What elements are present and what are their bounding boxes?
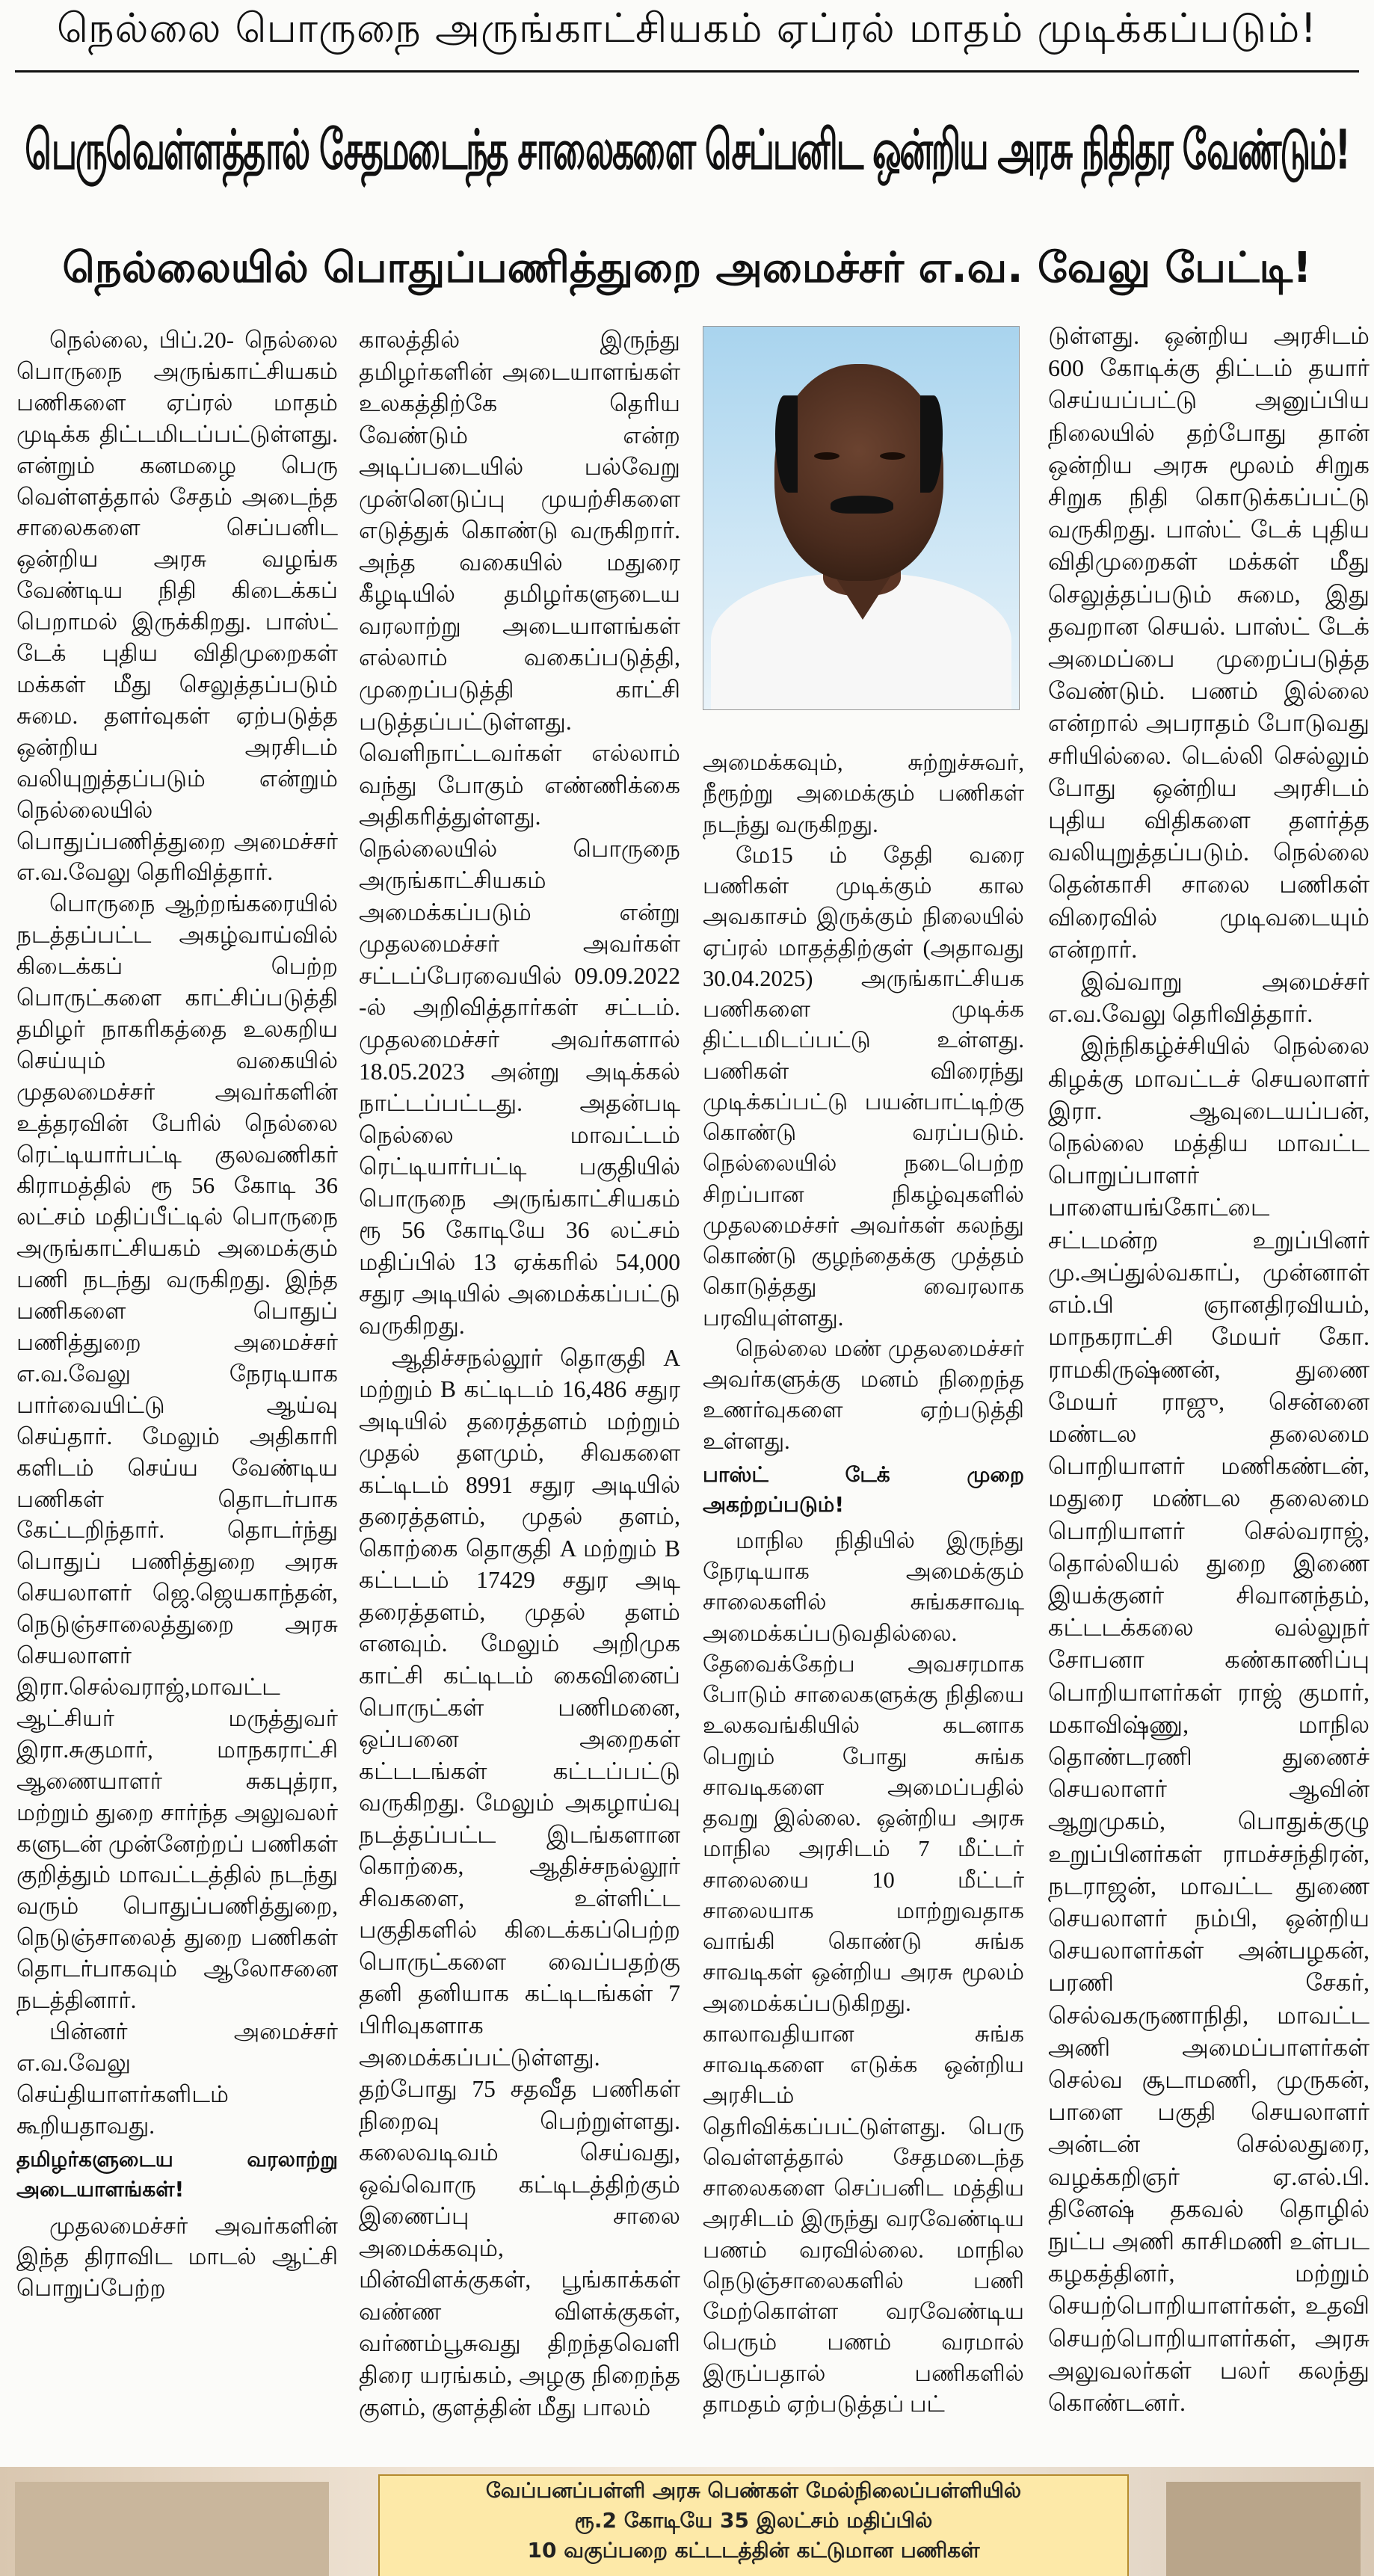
paragraph: முதலமைச்சர் அவர்களின் இந்த திராவிட மாடல் ஆட்சி பொறுப்பேற்ற [16,2212,338,2302]
photo-eye-right [880,452,905,460]
paragraph: மாநில நிதியில் இருந்து நேரடியாக அமைக்கும் சாலைகளில் சுங்கசாவடி அமைக்கப்படுவதில்லை. தேவைக்கேற்ப அவசரமாக போடும் சாலைகளுக்கு நிதியை உலகவங்கியில் கடனாக பெறும் போது சுங்க சாவடிகளை அமைப்பதில் தவறு இல்லை. ஒன்றிய அரசு மாநில அரசிடம் 7 மீட்டர் சாலையை 10 மீட்டர் சாலையாக மாற்றுவதாக வாங்கி கொண்டு சுங்க சாவடிகள் ஒன்றிய அரசு மூலம் அமைக்கப்படுகிறது. காலாவதியான சுங்க சாவடிகளை எடுக்க ஒன்றிய அரசிடம் தெரிவிக்கப்பட்டுள்ளது. பெரு வெள்ளத்தால் சேதமடைந்த சாலைகளை செப்பனிட மத்திய அரசிடம் இருந்து வரவேண்டிய பணம் வரவில்லை. மாநில நெடுஞ்சாலைகளில் பணி மேற்கொள்ள வரவேண்டிய பெரும் பணம் வரமால் இருப்பதால் பணிகளில் தாமதம் ஏற்படுத்தப் பட் [703,1527,1024,2417]
paragraph: காலத்தில் இருந்து தமிழர்களின் அடையாளங்கள் உலகத்திற்கே தெரிய வேண்டும் என்ற அடிப்படையில் பல்வேறு முன்னெடுப்பு முயற்சிகளை எடுத்துக் கொண்டு வருகிறார். அந்த வகையில் மதுரை கீழடியில் தமிழர்களுடைய வரலாற்று அடையாளங்கள் எல்லாம் வகைப்படுத்தி, முறைப்படுத்தி காட்சி படுத்தப்பட்டுள்ளது. வெளிநாட்டவர்கள் எல்லாம் வந்து போகும் எண்ணிக்கை அதிகரித்துள்ளது. நெல்லையில் பொருநை அருங்காட்சியகம் அமைக்கப்படும் என்று முதலமைச்சர் அவர்கள் சட்டப்பேரவையில் 09.09.2022 -ல் அறிவித்தார்கள் சட்டம். முதலமைச்சர் அவர்களால் 18.05.2023 அன்று அடிக்கல் நாட்டப்பட்டது. அதன்படி நெல்லை மாவட்டம் ரெட்டியார்பட்டி பகுதியில் பொருநை அருங்காட்சியகம் ரூ 56 கோடியே 36 லட்சம் மதிப்பில் 13 ஏக்கரில் 54,000 சதுர அடியில் அமைக்கப்பட்டு வருகிறது. [359,327,680,1339]
paragraph: நெல்லை, பிப்.20- நெல்லை பொருநை அருங்காட்சியகம் பணிகளை ஏப்ரல் மாதம் முடிக்க திட்டமிடப்பட்டுள்ளது. என்றும் கனமழை பெரு வெள்ளத்தால் சேதம் அடைந்த சாலைகளை செப்பனிட ஒன்றிய அரசு வழங்க வேண்டிய நிதி கிடைக்கப் பெறாமல் இருக்கிறது. பாஸ்ட் டேக் புதிய விதிமுறைகள் மக்கள் மீது செலுத்தப்படும் சுமை. தளர்வுகள் ஏற்படுத்த ஒன்றிய அரசிடம் வலியுறுத்தப்படும் என்றும் நெல்லையில் பொதுப்பணித்துறை அமைச்சர் எ.வ.வேலு தெரிவித்தார். [16,327,338,886]
article-column-2 [359,324,680,2424]
article-column-1 [16,324,338,2304]
photo-moustache [831,496,893,514]
paragraph: நெல்லை மண் முதலமைச்சர் அவர்களுக்கு மனம் நிறைந்த உணர்வுகளை ஏற்படுத்தி உள்ளது. [703,1335,1024,1454]
banner-line: 10 வகுப்பறை கட்டடத்தின் கட்டுமான பணிகள் [527,2538,980,2563]
bottom-photo-strip [0,2467,1374,2576]
main-headline: பெருவெள்ளத்தால் சேதமடைந்த சாலைகளை செப்பனிட ஒன்றிய அரசு நிதிதர வேண்டும்! [25,117,1349,182]
paragraph: மே15 ம் தேதி வரை பணிகள் முடிக்கும் கால அவகாசம் இருக்கும் நிலையில் ஏப்ரல் மாதத்திற்குள் (அதாவது 30.04.2025) அருங்காட்சியக பணிகளை முடிக்க திட்டமிடப்பட்டு உள்ளது. பணிகள் விரைந்து முடிக்கப்பட்டு பயன்பாட்டிற்கு கொண்டு வரப்படும். நெல்லையில் நடைபெற்ற சிறப்பான நிகழ்வுகளில் முதலமைச்சர் அவர்கள் கலந்து கொண்டு குழந்தைக்கு முத்தம் கொடுத்தது வைரலாக பரவியுள்ளது. [703,842,1024,1331]
paragraph: டுள்ளது. ஒன்றிய அரசிடம் 600 கோடிக்கு திட்டம் தயார் செய்யப்பட்டு அனுப்பிய நிலையில் தற்போது தான் ஒன்றிய அரசு மூலம் சிறுக சிறுக நிதி கொடுக்கப்பட்டு வருகிறது. பாஸ்ட் டேக் புதிய விதிமுறைகள் மக்கள் மீது செலுத்தப்படும் சுமை, இது தவறான செயல். பாஸ்ட் டேக் அமைப்பை முறைப்படுத்த வேண்டும். பணம் இல்லை என்றால் அபராதம் போடுவது சரியில்லை. டெல்லி செல்லும் போது ஒன்றிய அரசிடம் புதிய விதிகளை தளர்த்த வலியுறுத்தப்படும். நெல்லை தென்காசி சாலை பணிகள் விரைவில் முடிவடையும் என்றார். [1048,322,1370,963]
bottom-photo-left [15,2482,329,2576]
bottom-photo-right [1166,2482,1361,2576]
photo-head [774,364,943,581]
bottom-banner [378,2474,1129,2576]
paragraph: இந்நிகழ்ச்சியில் நெல்லை கிழக்கு மாவட்டச் செயலாளர் இரா. ஆவுடையப்பன், நெல்லை மத்திய மாவட்ட பொறுப்பாளர் பாளையங்கோட்டை சட்டமன்ற உறுப்பினர் மு.அப்துல்வகாப், முன்னாள் எம்.பி ஞானதிரவியம், மாநகராட்சி மேயர் கோ. ராமகிருஷ்ணன், துணை மேயர் ராஜு, சென்னை மண்டல தலைமை பொறியாளர் மணிகண்டன், மதுரை மண்டல தலைமை பொறியாளர் செல்வராஜ், தொல்லியல் துறை இணை இயக்குனர் சிவானந்தம், கட்டடக்கலை வல்லுநர் சோபனா கண்காணிப்பு பொறியாளர்கள் ராஜ் குமார், மகாவிஷ்ணு, மாநில தொண்டரணி துணைச் செயலாளர் ஆவின் ஆறுமுகம், பொதுக்குழு உறுப்பினர்கள் ராமச்சந்திரன், நடராஜன், மாவட்ட துணை செயலாளர் நம்பி, ஒன்றிய செயலாளர்கள் அன்பழகன், பரணி சேகர், செல்வகருணாநிதி, மாவட்ட அணி அமைப்பாளர்கள் செல்வ சூடாமணி, முருகன், பாளை பகுதி செயலாளர் அன்டன் செல்லதுரை, வழக்கறிஞர் ஏ.எல்.பி. தினேஷ் தகவல் தொழில் நுட்ப அணி காசிமணி உள்பட கழகத்தினர், மற்றும் செயற்பொறியாளர்கள், உதவி செயற்பொறியாளர்கள், அரசு அலுவலர்கள் பலர் கலந்து கொண்டனர். [1048,1032,1370,2416]
paragraph: இவ்வாறு அமைச்சர் எ.வ.வேலு தெரிவித்தார். [1048,968,1370,1028]
sub-headline: நெல்லையில் பொதுப்பணித்துறை அமைச்சர் எ.வ. வேலு பேட்டி! [62,244,1312,292]
paragraph: பொருநை ஆற்றங்கரையில் நடத்தப்பட்ட அகழ்வாய்வில் கிடைக்கப் பெற்ற பொருட்களை காட்சிப்படுத்தி தமிழர் நாகரிகத்தை உலகறிய செய்யும் வகையில் முதலமைச்சர் அவர்களின் உத்தரவின் பேரில் நெல்லை ரெட்டியார்பட்டி குலவணிகர் கிராமத்தில் ரூ 56 கோடி 36 லட்சம் மதிப்பீட்டில் பொருநை அருங்காட்சியகம் அமைக்கும் பணி நடந்து வருகிறது. இந்த பணிகளை பொதுப் பணித்துறை அமைச்சர் எ.வ.வேலு நேரடியாக பார்வையிட்டு ஆய்வு செய்தார். மேலும் அதிகாரி களிடம் செய்ய வேண்டிய பணிகள் தொடர்பாக கேட்டறிந்தார். தொடர்ந்து பொதுப் பணித்துறை அரசு செயலாளர் ஜெ.ஜெயகாந்தன், நெடுஞ்சாலைத்துறை அரசு செயலாளர் இரா.செல்வராஜ்,மாவட்ட ஆட்சியர் மருத்துவர் இரா.சுகுமார், மாநகராட்சி ஆணையாளர் சுகபுத்ரா, மற்றும் துறை சார்ந்த அலுவலர் களுடன் முன்னேற்றப் பணிகள் குறித்தும் மாவட்டத்தில் நடந்து வரும் பொதுப்பணித்துறை, நெடுஞ்சாலைத் துறை பணிகள் தொடர்பாகவும் ஆலோசனை நடத்தினார். [16,890,338,2014]
section-subhead: பாஸ்ட் டேக் முறை அகற்றப்படும்! [703,1461,1024,1517]
paragraph: ஆதிச்சநல்லூர் தொகுதி A மற்றும் B கட்டிடம் 16,486 சதுர அடியில் தரைத்தளம் மற்றும் முதல் தளமும், சிவகளை கட்டிடம் 8991 சதுர அடியில் தரைத்தளம், முதல் தளம், கொற்கை தொகுதி A மற்றும் B கட்டடம் 17429 சதுர அடி தரைத்தளம், முதல் தளம் எனவும். மேலும் அறிமுக காட்சி கட்டிடம் கைவினைப் பொருட்கள் பணிமனை, ஒப்பனை அறைகள் கட்டடங்கள் கட்டப்பட்டு வருகிறது. மேலும் அகழாய்வு நடத்தப்பட்ட இடங்களான கொற்கை, ஆதிச்சநல்லூர் சிவகளை, உள்ளிட்ட பகுதிகளில் கிடைக்கப்பெற்ற பொருட்களை வைப்பதற்கு தனி தனியாக கட்டிடங்கள் 7 பிரிவுகளாக அமைக்கப்பட்டுள்ளது. தற்போது 75 சதவீத பணிகள் நிறைவு பெற்றுள்ளது. கலைவடிவம் செய்வது, ஒவ்வொரு கட்டிடத்திற்கும் இணைப்பு சாலை அமைக்கவும், மின்விளக்குகள், பூங்காக்கள் வண்ண விளக்குகள், வர்ணம்பூசுவது திறந்தவெளி திரை யரங்கம், அழகு நிறைந்த குளம், குளத்தின் மீது பாலம் [359,1344,680,2421]
minister-photo [703,326,1020,710]
photo-eye-left [814,452,840,460]
kicker-headline: நெல்லை பொருநை அருங்காட்சியகம் ஏப்ரல் மாதம் முடிக்கப்படும்! [56,4,1318,52]
article-column-3 [703,748,1024,2420]
banner-line: ரூ.2 கோடியே 35 இலட்சம் மதிப்பில் [574,2508,933,2533]
kicker-rule [15,70,1359,73]
banner-line: வேப்பனப்பள்ளி அரசு பெண்கள் மேல்நிலைப்பள்ளியில் [485,2478,1022,2503]
section-subhead: தமிழர்களுடைய வரலாற்று அடையாளங்கள்! [16,2146,338,2201]
paragraph: பின்னர் அமைச்சர் எ.வ.வேலு செய்தியாளர்களிடம் கூறியதாவது. [16,2018,338,2139]
paragraph: அமைக்கவும், சுற்றுச்சுவர், நீரூற்று அமைக்கும் பணிகள் நடந்து வருகிறது. [703,750,1024,837]
article-column-4 [1048,320,1370,2419]
